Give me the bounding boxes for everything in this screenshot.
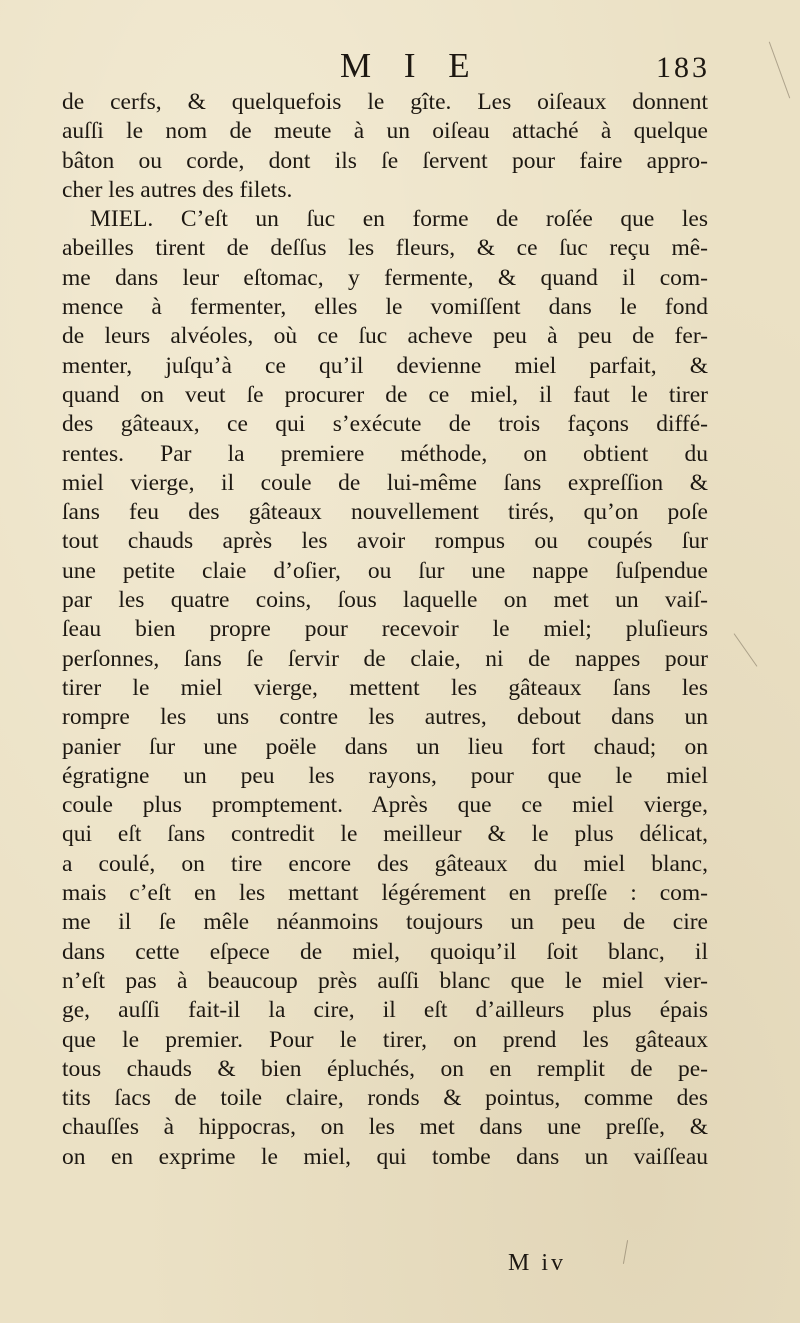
text-line: cher les autres des filets. (62, 176, 293, 203)
text-line: panier ſur une poële dans un lieu fort chaud; on (62, 733, 708, 760)
text-line: qui eſt ſans contredit le meilleur & le plus délicat, (62, 821, 708, 848)
running-head: M I E (340, 46, 482, 85)
text-line: tirer le miel vierge, mettent les gâteaux ſans les (62, 674, 708, 701)
page-header (60, 44, 710, 88)
text-line: rentes. Par la premiere méthode, on obtient du (62, 440, 708, 467)
text-line: par les quatre coins, ſous laquelle on met un vaiſ- (62, 587, 708, 614)
text-line: n’eſt pas à beaucoup près auſſi blanc que le miel vier- (62, 967, 708, 994)
text-line: quand on veut ſe procurer de ce miel, il faut le tirer (62, 381, 708, 408)
text-line: de leurs alvéoles, où ce ſuc acheve peu à peu de fer- (62, 323, 708, 350)
text-line: mence à fermenter, elles le vomiſſent dans le fond (62, 294, 708, 321)
text-line: des gâteaux, ce qui s’exécute de trois façons diffé- (62, 411, 708, 438)
paper-mark (623, 1240, 628, 1264)
text-line: chauſſes à hippocras, on les met dans une preſſe, & (62, 1114, 708, 1141)
text-line: dans cette eſpece de miel, quoiqu’il ſoit blanc, il (62, 938, 708, 965)
text-line: me dans leur eſtomac, y fermente, & quand il com- (62, 264, 708, 291)
text-line: ſans feu des gâteaux nouvellement tirés, qu’on poſe (62, 499, 708, 526)
text-line: abeilles tirent de deſſus les fleurs, & ce ſuc reçu mê- (62, 235, 708, 262)
text-line: MIEL. C’eſt un ſuc en forme de roſée que les (90, 206, 708, 233)
text-line: rompre les uns contre les autres, debout dans un (62, 704, 708, 731)
text-line: miel vierge, il coule de lui-même ſans expreſſion & (62, 469, 708, 496)
body-text (62, 88, 708, 1172)
text-line: on en exprime le miel, qui tombe dans un vaiſſeau (62, 1143, 708, 1170)
text-line: ge, auſſi fait-il la cire, il eſt d’ailleurs plus épais (62, 997, 708, 1024)
text-line: coule plus promptement. Après que ce miel vierge, (62, 792, 708, 819)
text-line: mais c’eſt en les mettant légérement en preſſe : com- (62, 880, 708, 907)
text-line: une petite claie d’oſier, ou ſur une nappe ſuſpendue (62, 557, 708, 584)
signature-mark: M iv (508, 1250, 567, 1276)
page-number: 183 (656, 51, 710, 84)
text-line: ſeau bien propre pour recevoir le miel; pluſieurs (62, 616, 708, 643)
text-line: tous chauds & bien épluchés, on en remplit de pe- (62, 1055, 708, 1082)
text-line: bâton ou corde, dont ils ſe ſervent pour faire appro- (62, 147, 708, 174)
text-line: menter, juſqu’à ce qu’il devienne miel parfait, & (62, 352, 708, 379)
paper-mark (769, 42, 790, 99)
text-line: égratigne un peu les rayons, pour que le miel (62, 762, 708, 789)
text-line: tits ſacs de toile claire, ronds & pointus, comme des (62, 1085, 708, 1112)
text-line: me il ſe mêle néanmoins toujours un peu de cire (62, 909, 708, 936)
text-line: que le premier. Pour le tirer, on prend les gâteaux (62, 1026, 708, 1053)
text-line: auſſi le nom de meute à un oiſeau attaché à quelque (62, 118, 708, 145)
text-line: a coulé, on tire encore des gâteaux du miel blanc, (62, 850, 708, 877)
text-line: perſonnes, ſans ſe ſervir de claie, ni de nappes pour (62, 645, 708, 672)
text-line: tout chauds après les avoir rompus ou coupés ſur (62, 528, 708, 555)
paper-mark (734, 633, 758, 666)
text-line: de cerfs, & quelquefois le gîte. Les oiſeaux donnent (62, 89, 708, 115)
